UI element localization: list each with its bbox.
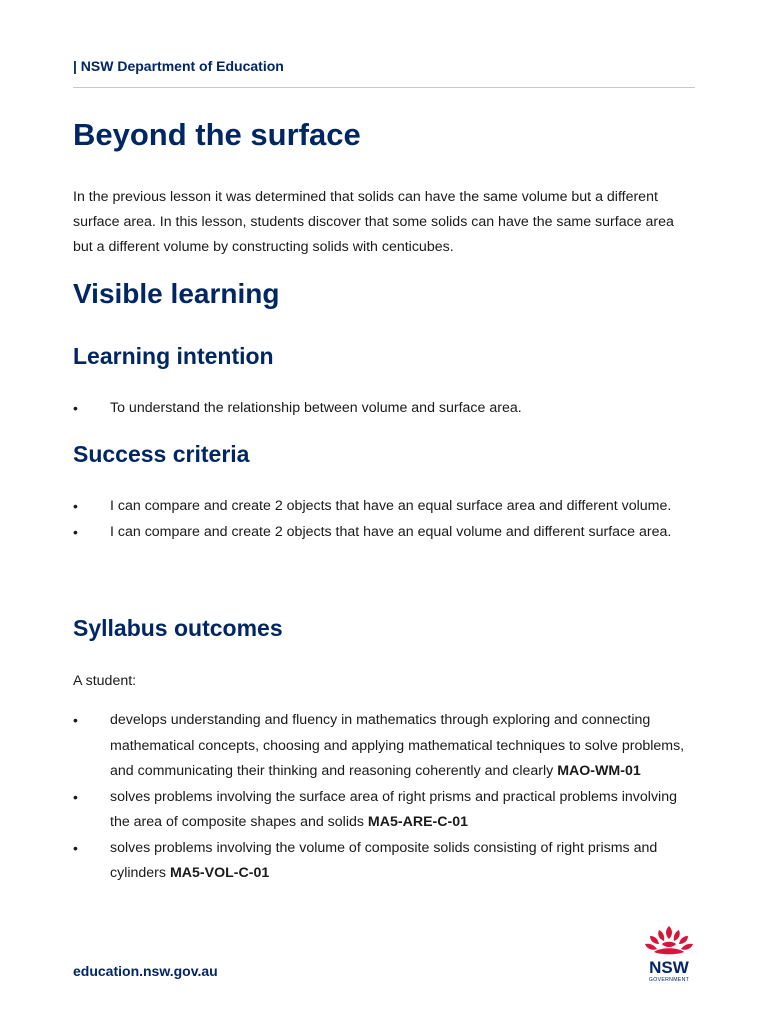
outcome-text: solves problems involving the surface area of right prisms and practical problems involving the area of composite shapes and solids [110,788,677,830]
logo-government-text: GOVERNMENT [648,977,690,983]
logo-nsw-text: NSW [649,958,689,977]
waratah-icon [645,926,693,954]
outcome-code: MA5-ARE-C-01 [367,814,469,830]
intro-paragraph: In the previous lesson it was determined that solids can have the same volume but a different surface area. In this lesson, students discover that some solids can have the same surface area but a different volume by constructing solids with centicubes. [73,189,674,256]
success-criteria-list [73,494,695,545]
outcome-text: solves problems involving the volume of composite solids consisting of right prisms and cylinders [110,839,658,881]
header-department: | NSW Department of Education [73,58,284,74]
nsw-government-logo [640,924,698,984]
header-divider [73,87,695,88]
visible-learning-heading: Visible learning [73,278,280,309]
page-title: Beyond the surface [73,117,361,152]
learning-intention-heading: Learning intention [73,343,274,369]
syllabus-lead: A student: [73,673,137,689]
list-item [73,708,695,785]
outcome-code: MAO-WM-01 [557,763,641,779]
syllabus-outcomes-list [73,708,695,887]
syllabus-outcomes-heading: Syllabus outcomes [73,615,283,641]
learning-intention-list [73,396,695,422]
list-item: • I can compare and create 2 objects that have an equal surface area and different volume. [73,494,695,520]
list-item: • I can compare and create 2 objects that have an equal volume and different surface area. [73,520,695,546]
outcome-code: MA5-VOL-C-01 [169,865,270,881]
outcome-text: develops understanding and fluency in mathematics through exploring and connecting mathematical concepts, choosing and applying mathematical techniques to solve problems, and communicating their thinking and reasoning coherently and clearly [110,712,685,779]
list-item [73,836,695,887]
list-item [73,785,695,836]
footer-url: education.nsw.gov.au [73,963,218,979]
success-criteria-heading: Success criteria [73,441,250,467]
list-item: • To understand the relationship between volume and surface area. [73,396,695,422]
